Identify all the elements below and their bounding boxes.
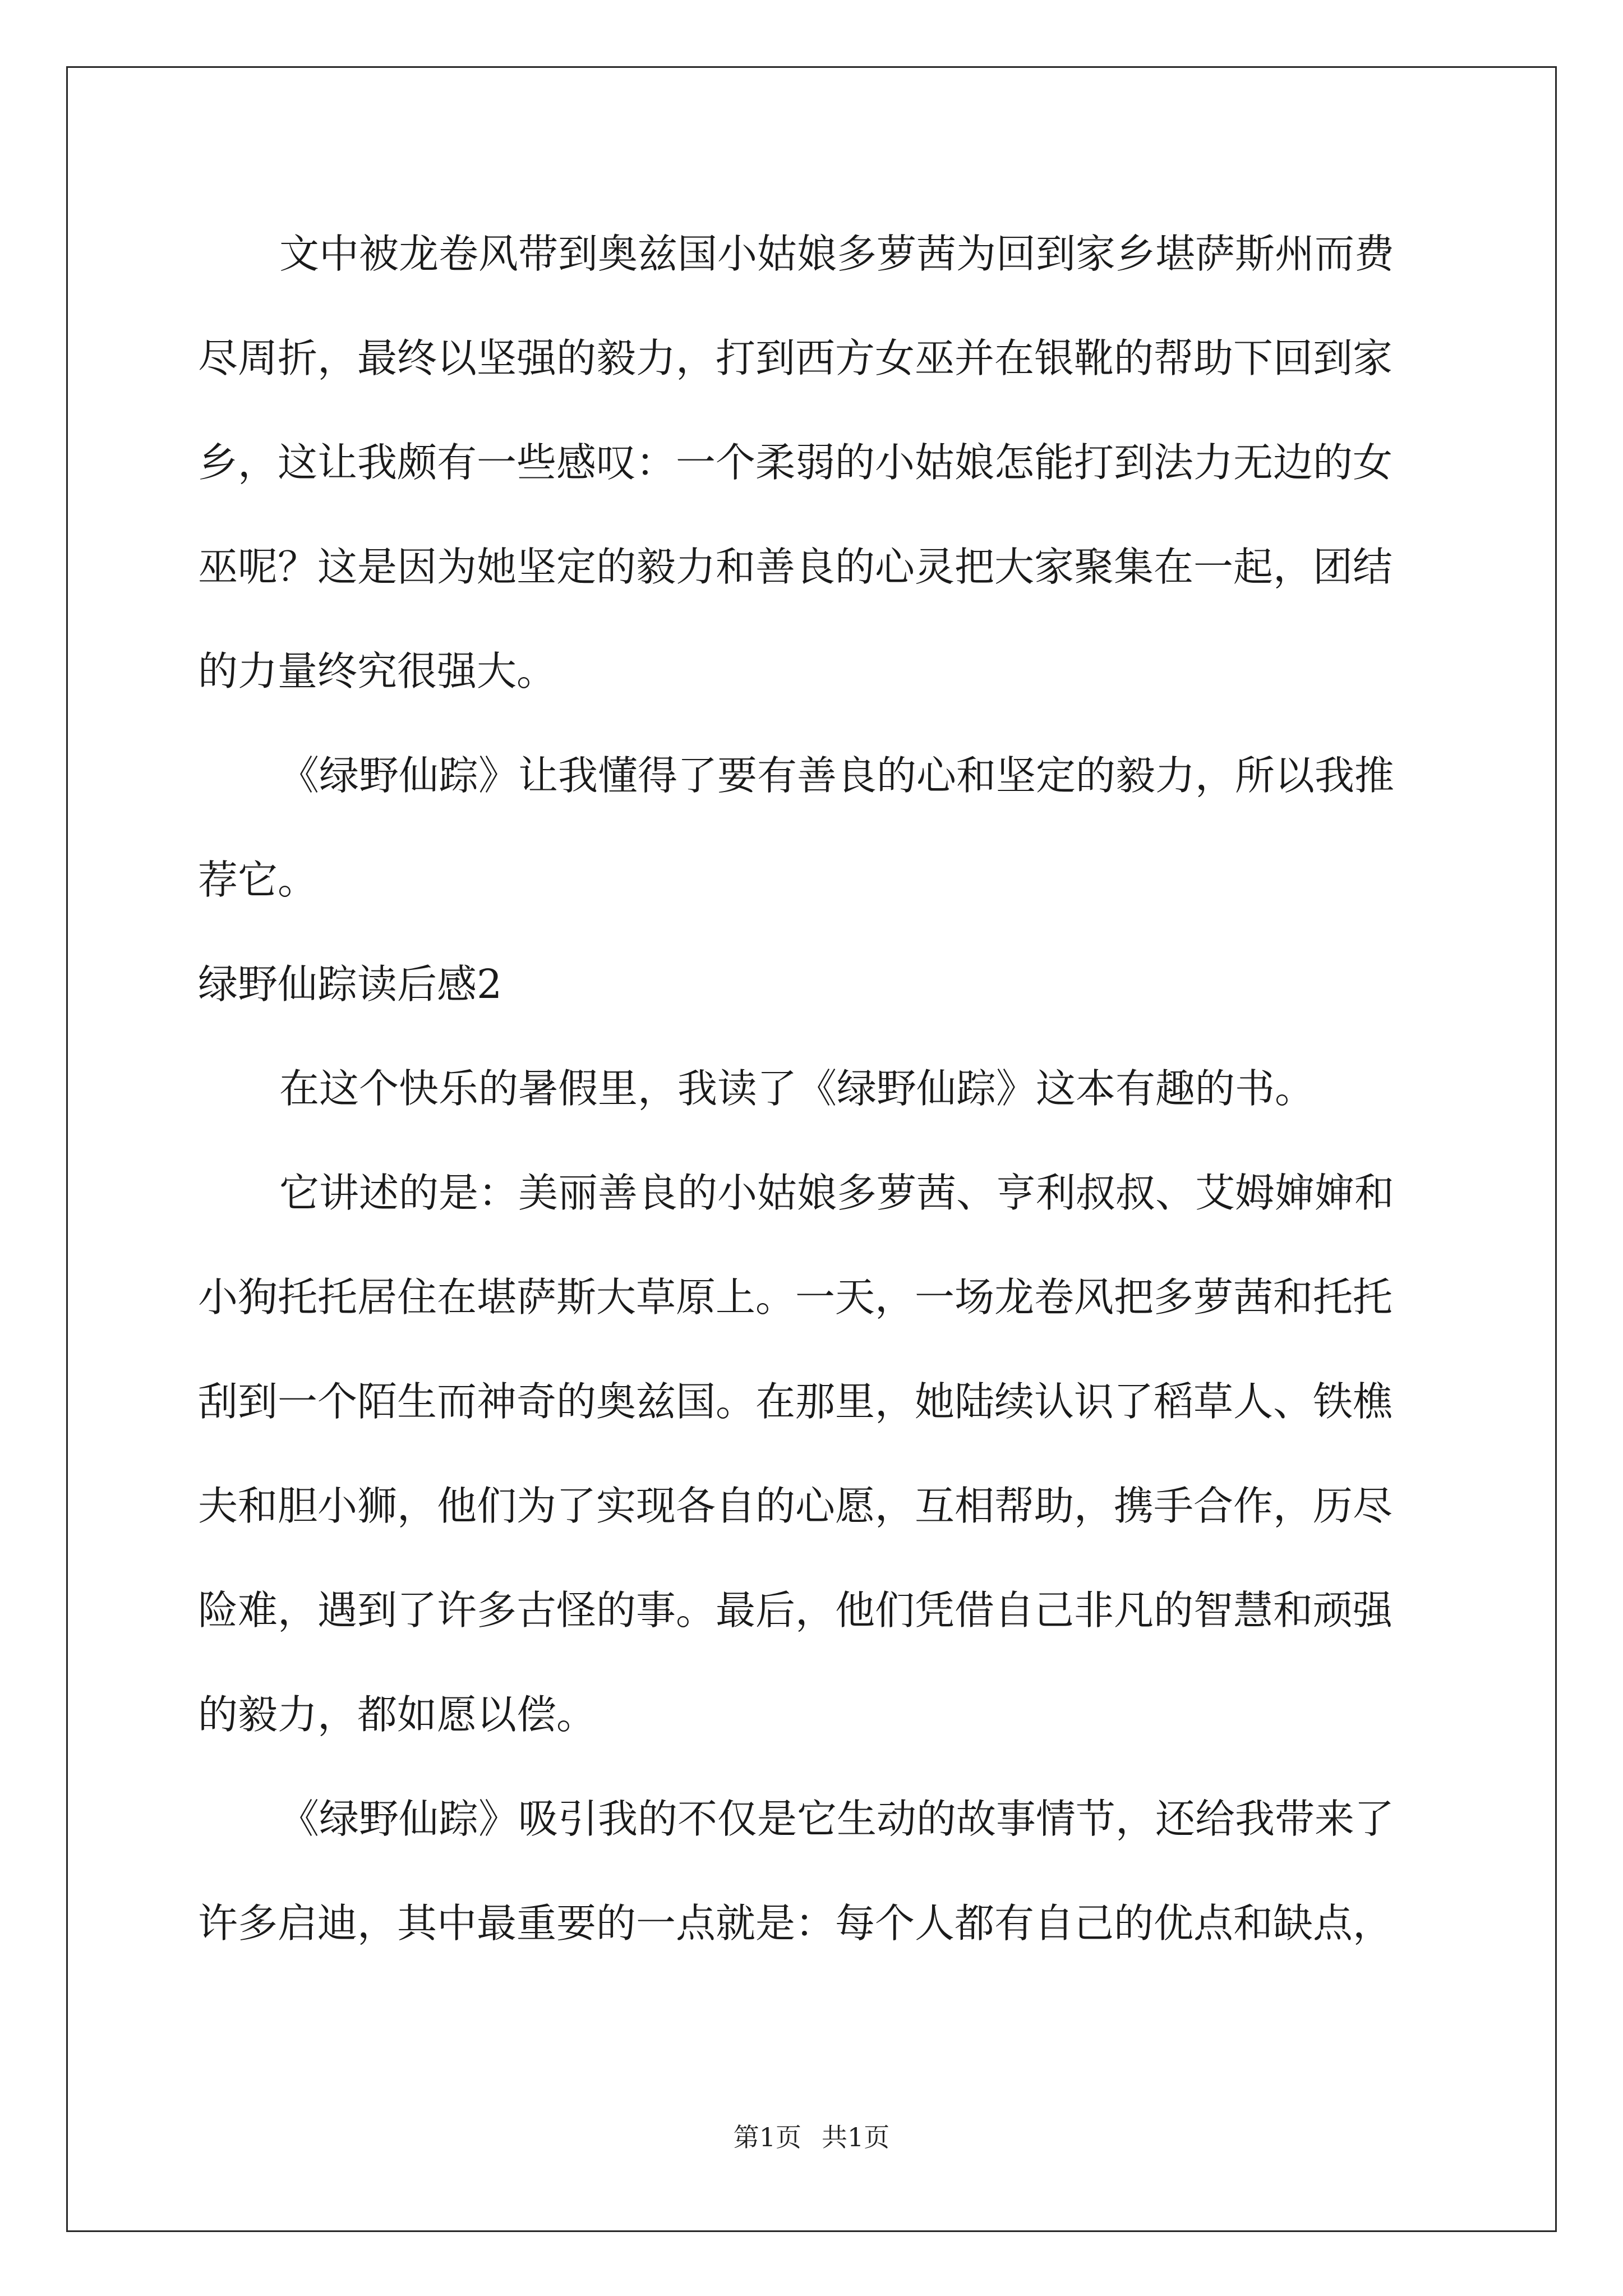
paragraph-line: 小狗托托居住在堪萨斯大草原上。一天，一场龙卷风把多萝茜和托托 xyxy=(198,1274,1393,1320)
paragraph xyxy=(198,1037,1432,1141)
section-heading xyxy=(198,932,1432,1037)
page-footer xyxy=(0,2120,1623,2154)
paragraph-line: 乡，这让我颇有一些感叹：一个柔弱的小姑娘怎能打到法力无边的女 xyxy=(198,439,1393,486)
paragraph-line: 许多启迪，其中最重要的一点就是：每个人都有自己的优点和缺点， xyxy=(198,1900,1393,1947)
page-total: 共1页 xyxy=(822,2122,890,2152)
paragraph-line: 在这个快乐的暑假里，我读了《绿野仙踪》这本有趣的书。 xyxy=(279,1065,1315,1112)
page-number: 第1页 xyxy=(733,2122,801,2152)
paragraph xyxy=(198,724,1432,932)
paragraph-line: 刮到一个陌生而神奇的奥兹国。在那里，她陆续认识了稻草人、铁樵 xyxy=(198,1378,1393,1425)
paragraph-line: 荐它。 xyxy=(198,857,318,903)
document-body xyxy=(198,202,1432,1976)
heading-text: 绿野仙踪读后感2 xyxy=(198,961,502,1007)
paragraph xyxy=(198,1141,1432,1767)
paragraph-line: 《绿野仙踪》吸引我的不仅是它生动的故事情节，还给我带来了 xyxy=(279,1796,1395,1842)
paragraph-line: 的毅力，都如愿以偿。 xyxy=(198,1691,597,1738)
paragraph-line: 《绿野仙踪》让我懂得了要有善良的心和坚定的毅力，所以我推 xyxy=(279,752,1395,799)
paragraph-line: 巫呢？这是因为她坚定的毅力和善良的心灵把大家聚集在一起，团结 xyxy=(198,544,1393,590)
paragraph-line: 险难，遇到了许多古怪的事。最后，他们凭借自己非凡的智慧和顽强 xyxy=(198,1587,1393,1634)
paragraph-line: 它讲述的是：美丽善良的小姑娘多萝茜、亨利叔叔、艾姆婶婶和 xyxy=(279,1170,1395,1216)
paragraph-line: 尽周折，最终以坚强的毅力，打到西方女巫并在银靴的帮助下回到家 xyxy=(198,335,1393,381)
paragraph xyxy=(198,1767,1432,1976)
paragraph-line: 文中被龙卷风带到奥兹国小姑娘多萝茜为回到家乡堪萨斯州而费 xyxy=(279,231,1395,277)
paragraph-line: 夫和胆小狮，他们为了实现各自的心愿，互相帮助，携手合作，历尽 xyxy=(198,1483,1393,1529)
paragraph-line: 的力量终究很强大。 xyxy=(198,648,557,694)
paragraph xyxy=(198,202,1432,724)
